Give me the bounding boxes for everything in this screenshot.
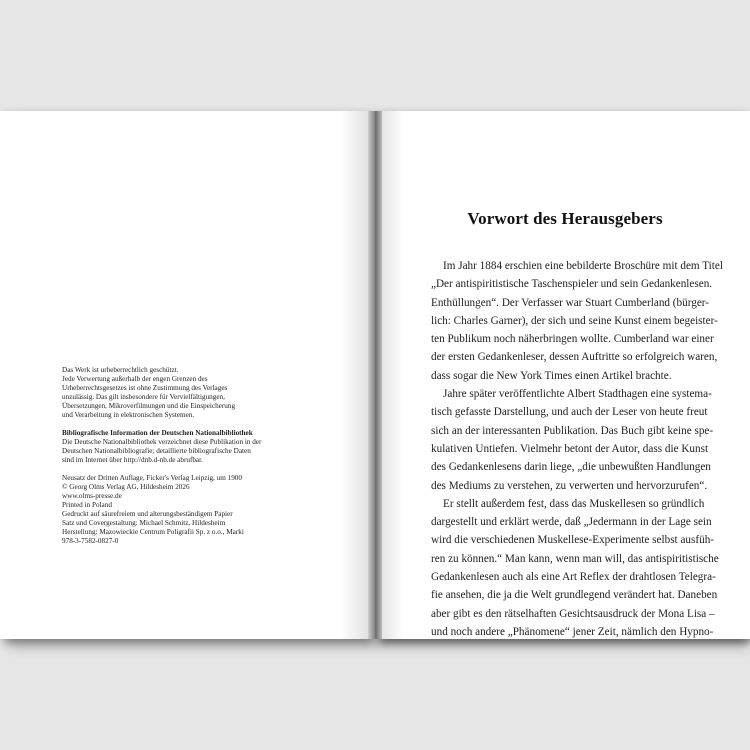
gutter-shade-left bbox=[340, 111, 370, 639]
publication-line: www.olms-presse.de bbox=[62, 492, 122, 500]
isbn: 978-3-7582-0827-0 bbox=[62, 537, 119, 545]
copyright-line: und Verarbeitung in elektronischen Systemen. bbox=[62, 411, 195, 419]
gutter-shade-right bbox=[382, 111, 404, 639]
text-line: „Der antispiritistische Taschenspieler und sein Gedankenlesen. bbox=[431, 278, 713, 291]
publication-line: Gedruckt auf säurefreiem und alterungsbeständigem Papier bbox=[62, 510, 233, 518]
publication-line: Herstellung: Mazowieckie Centrum Poligrafii Sp. z o.o., Marki bbox=[62, 528, 244, 536]
dnb-line: Die Deutsche Nationalbibliothek verzeichnet diese Publikation in der bbox=[62, 438, 262, 446]
text-line: wird die verschiedenen Muskellese-Experimente selbst ausfüh- bbox=[431, 534, 715, 547]
publication-line: Satz und Covergestaltung: Michael Schmitz, Hildesheim bbox=[62, 519, 226, 527]
text-line: Enthüllungen“. Der Verfasser war Stuart Cumberland (bürger- bbox=[431, 296, 710, 309]
text-line: sich an der interessanten Publikation. Das Buch gibt keine spe- bbox=[431, 424, 714, 437]
text-line: tisch gefasste Darstellung, und auch der Leser von heute freut bbox=[431, 406, 708, 419]
text-line: dass sogar die New York Times einen Artikel brachte. bbox=[431, 369, 672, 382]
publication-info bbox=[62, 474, 332, 546]
dnb-heading: Bibliografische Information der Deutschen Nationalbibliothek bbox=[62, 429, 253, 437]
text-line: ren zu können.“ Man kann, wenn man will, das antispiritistische bbox=[431, 552, 719, 565]
dnb-line: Deutschen Nationalbibliografie; detaillierte bibliografische Daten bbox=[62, 447, 251, 455]
text-line: lich: Charles Garner), der sich und seine Kunst einem begeister- bbox=[431, 314, 718, 327]
copyright-notice bbox=[62, 366, 332, 420]
copyright-line: unzulässig. Das gilt insbesondere für Vervielfältigungen, bbox=[62, 393, 225, 401]
copyright-line: Das Werk ist urheberrechtlich geschützt. bbox=[62, 366, 179, 374]
text-line: des Gedankenlesens darin liege, „die unbewußten Handlungen bbox=[431, 461, 711, 474]
publication-line: Printed in Poland bbox=[62, 501, 112, 509]
text-line: und noch andere „Phänomene“ jener Zeit, nämlich den Hypno- bbox=[431, 625, 714, 638]
dnb-line: sind im Internet über http://dnb.d-nb.de abrufbar. bbox=[62, 456, 203, 464]
text-line: ten Publikum noch näherbringen wollte. Cumberland war einer bbox=[431, 333, 714, 346]
imprint-block bbox=[62, 366, 332, 555]
foreword-text bbox=[431, 257, 723, 641]
copyright-line: Jede Verwertung außerhalb der engen Grenzen des bbox=[62, 375, 208, 383]
publication-line: Neusatz der Dritten Auflage, Ficker's Verlag Leipzig, um 1900 bbox=[62, 474, 242, 482]
text-line: Er stellt außerdem fest, dass das Muskellesen so gründlich bbox=[443, 497, 705, 510]
text-line: aber gibt es den rätselhaften Gesichtsausdruck der Mona Lisa – bbox=[431, 607, 715, 620]
text-line: Im Jahr 1884 erschien eine bebilderte Broschüre mit dem Titel bbox=[443, 260, 723, 272]
book-gutter bbox=[368, 111, 382, 639]
bibliographic-info bbox=[62, 429, 332, 465]
text-line: fie ansehen, die ja die Welt grundlegend verändert hat. Daneben bbox=[431, 589, 718, 602]
text-line: Gedankenlesen auch als eine Art Reflex der drahtlosen Telegra- bbox=[431, 571, 716, 584]
text-line: dargestellt und erklärt werde, daß „Jedermann in der Lage sein bbox=[431, 516, 712, 529]
text-line: kulativen Untiefen. Vielmehr betont der Autor, dass die Kunst bbox=[431, 442, 709, 455]
copyright-line: Übersetzungen, Mikroverfilmungen und die Einspeicherung bbox=[62, 402, 236, 410]
text-line: Jahre später veröffentlichte Albert Stadthagen eine systema- bbox=[443, 388, 712, 401]
text-line: des Mediums zu verstehen, zu verwerten und hervorzurufen“. bbox=[431, 479, 708, 492]
publication-line: © Georg Olms Verlag AG, Hildesheim 2026 bbox=[62, 483, 190, 491]
page-title: Vorwort des Herausgebers bbox=[467, 209, 663, 228]
copyright-line: Urheberrechtsgesetzes ist ohne Zustimmung des Verlages bbox=[62, 384, 228, 392]
text-line: der ersten Gedankenleser, dessen Auftritte so erfolgreich waren, bbox=[431, 351, 718, 364]
